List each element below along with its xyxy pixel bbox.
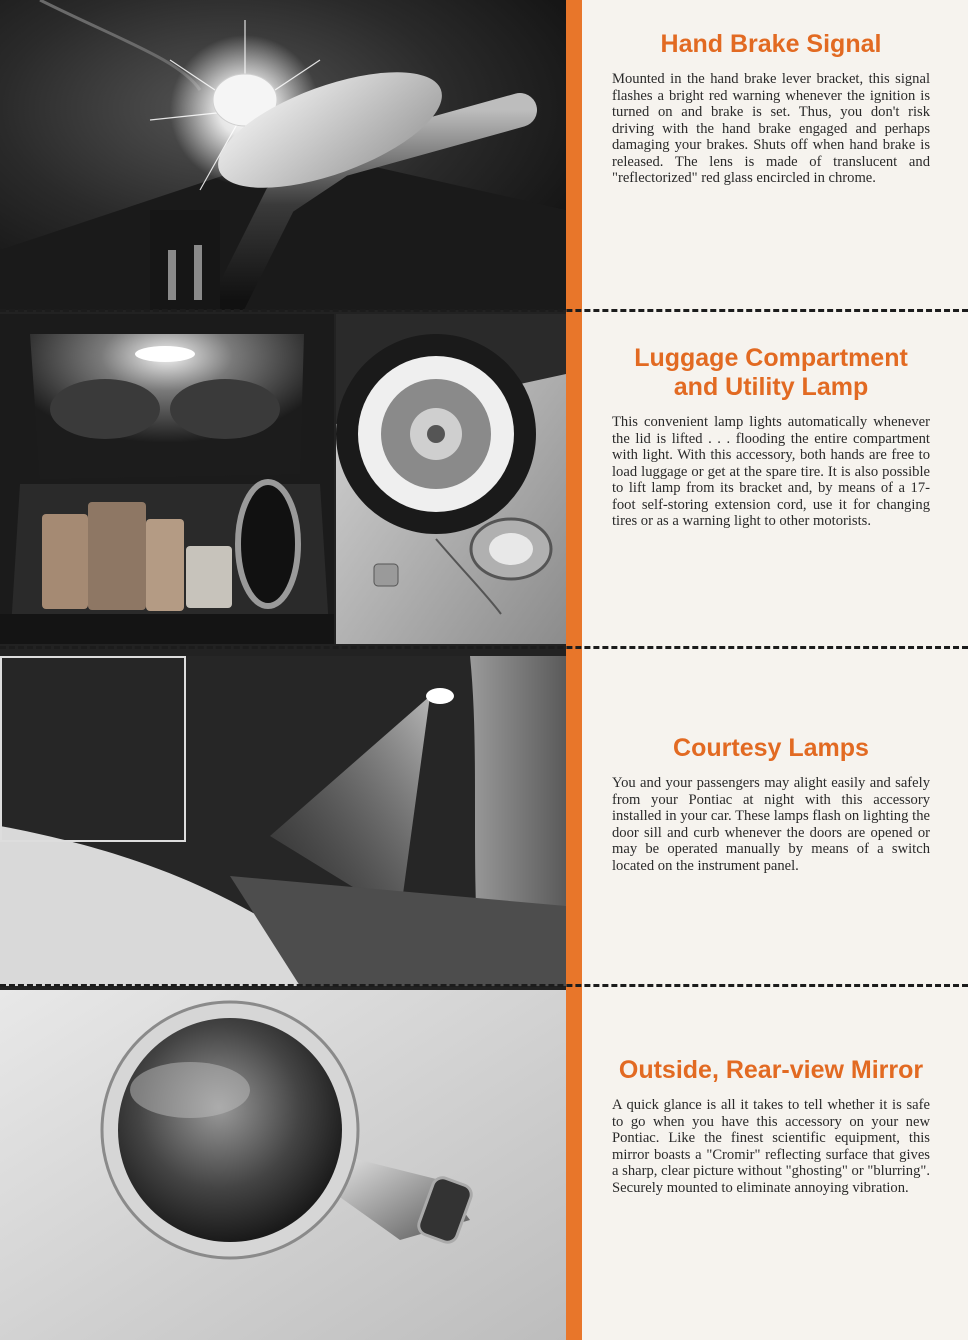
divider-line — [0, 646, 968, 649]
hand-brake-signal-photo — [0, 0, 566, 310]
section-heading: Hand Brake Signal — [660, 30, 882, 58]
rear-view-mirror-photo — [0, 990, 566, 1340]
section-body: Mounted in the hand brake lever bracket, this signal flashes a bright red warning whenever the ignition is turned on and brake is set. Thus, you don't risk driving with the hand brake engaged and perhaps damaging your brakes. Shuts off when hand brake is released. The lens is made of translucent and "reflectorized" red glass encircled in chrome. — [612, 71, 930, 186]
luggage-compartment-photo — [0, 314, 334, 644]
accent-stripe — [566, 0, 582, 1340]
section-body: A quick glance is all it takes to tell whether it is safe to go when you have this accessory on your new Pontiac. Like the finest scientific equipment, this mirror boasts a "Cromir" reflecting surface that gives a sharp, clear picture without "ghosting" or "blurring". Securely mounted to eliminate annoying vibration. — [612, 1097, 930, 1196]
hand-brake-signal-section — [612, 30, 930, 187]
divider-line — [0, 984, 968, 987]
rear-view-mirror-section — [612, 1056, 930, 1196]
section-body: This convenient lamp lights automatically whenever the lid is lifted . . . flooding the entire compartment with light. With this accessory, both hands are free to load luggage or get at the spare tire. It is also possible to lift lamp from its bracket and, by means of a 17-foot self-storing extension cord, use it for changing tires or as a warning light to other motorists. — [612, 414, 930, 529]
section-heading: Outside, Rear-view Mirror — [618, 1056, 924, 1084]
section-heading: Courtesy Lamps — [673, 734, 869, 762]
section-heading: Luggage Compartment and Utility Lamp — [634, 344, 908, 401]
divider-line — [0, 309, 968, 312]
luggage-lamp-section — [612, 344, 930, 530]
section-body: You and your passengers may alight easily and safely from your Pontiac at night with this accessory installed in your car. These lamps flash on lighting the door sill and curb whenever the doors are opened or may be operated manually by means of a switch located on the instrument panel. — [612, 775, 930, 874]
courtesy-lamps-section — [612, 734, 930, 874]
spare-tire-utility-lamp-photo — [336, 314, 566, 644]
courtesy-lamp-closeup-frame — [0, 656, 186, 842]
